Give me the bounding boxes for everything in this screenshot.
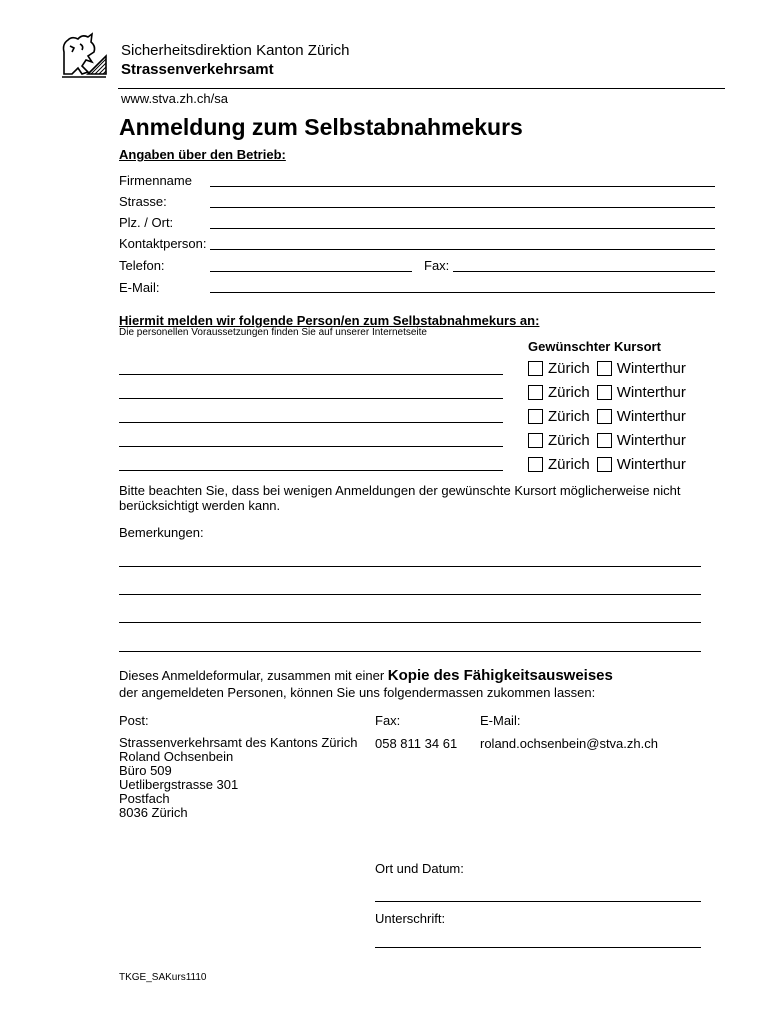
person-3-location <box>528 408 693 425</box>
strasse-input-line[interactable] <box>210 207 715 208</box>
person-4-location <box>528 432 693 449</box>
person-2-location <box>528 384 693 401</box>
kontaktperson-label: Kontaktperson: <box>119 236 207 251</box>
kursort-notice: Bitte beachten Sie, dass bei wenigen Anmeldungen der gewünschte Kursort möglicherweise nicht berücksichtigt werden kann. <box>119 483 681 513</box>
address-line: Postfach <box>119 791 170 806</box>
email-contact-label: E-Mail: <box>480 713 521 728</box>
signature-input-line[interactable] <box>375 947 701 948</box>
zurich-checkbox[interactable] <box>528 385 543 400</box>
zurich-option-label: Zürich <box>548 384 590 401</box>
address-line: Büro 509 <box>119 763 172 778</box>
zurich-option-label: Zürich <box>548 360 590 377</box>
winterthur-option-label: Winterthur <box>616 360 686 377</box>
firmenname-label: Firmenname <box>119 173 192 188</box>
fax-contact-label: Fax: <box>375 713 401 728</box>
ort-datum-label: Ort und Datum: <box>375 861 464 876</box>
header-divider <box>118 88 725 89</box>
strasse-label: Strasse: <box>119 194 167 209</box>
remarks-line-4[interactable] <box>119 651 701 652</box>
remarks-line-1[interactable] <box>119 566 701 567</box>
remarks-label: Bemerkungen: <box>119 525 204 540</box>
website-url: www.stva.zh.ch/sa <box>121 91 228 106</box>
submission-intro-line2: der angemeldeten Personen, können Sie uns folgendermassen zukommen lassen: <box>119 685 596 700</box>
kontaktperson-input-line[interactable] <box>210 249 715 250</box>
fax-number: 058 811 34 61 <box>375 736 458 751</box>
kursort-header: Gewünschter Kursort <box>528 339 661 354</box>
winterthur-option-label: Winterthur <box>616 384 686 401</box>
email-input-line[interactable] <box>210 292 715 293</box>
zurich-option-label: Zürich <box>548 456 590 473</box>
fax-input-line[interactable] <box>453 271 715 272</box>
postal-address <box>119 736 357 820</box>
winterthur-checkbox[interactable] <box>597 457 612 472</box>
unterschrift-label: Unterschrift: <box>375 911 446 926</box>
post-label: Post: <box>119 713 149 728</box>
company-section-heading: Angaben über den Betrieb: <box>119 147 286 162</box>
org-department: Strassenverkehrsamt <box>121 61 274 78</box>
person-1-input-line[interactable] <box>119 374 503 375</box>
zurich-checkbox[interactable] <box>528 361 543 376</box>
winterthur-option-label: Winterthur <box>616 456 686 473</box>
address-line: Uetlibergstrasse 301 <box>119 777 239 792</box>
person-1-location <box>528 360 693 377</box>
address-line: 8036 Zürich <box>119 805 188 820</box>
person-2-input-line[interactable] <box>119 398 503 399</box>
email-label: E-Mail: <box>119 280 160 295</box>
zurich-option-label: Zürich <box>548 432 590 449</box>
zurich-checkbox[interactable] <box>528 433 543 448</box>
person-5-location <box>528 456 693 473</box>
submission-intro <box>119 667 613 685</box>
person-4-input-line[interactable] <box>119 446 503 447</box>
zurich-checkbox[interactable] <box>528 457 543 472</box>
remarks-line-2[interactable] <box>119 594 701 595</box>
winterthur-checkbox[interactable] <box>597 385 612 400</box>
submission-intro-text: Dieses Anmeldeformular, zusammen mit einer <box>119 668 388 683</box>
form-code: TKGE_SAKurs1110 <box>119 972 207 983</box>
person-3-input-line[interactable] <box>119 422 503 423</box>
ort-datum-input-line[interactable] <box>375 901 701 902</box>
winterthur-checkbox[interactable] <box>597 433 612 448</box>
winterthur-checkbox[interactable] <box>597 361 612 376</box>
winterthur-option-label: Winterthur <box>616 432 686 449</box>
persons-section-heading: Hiermit melden wir folgende Person/en zum Selbstabnahmekurs an: <box>119 313 540 328</box>
telefon-label: Telefon: <box>119 258 165 273</box>
telefon-input-line[interactable] <box>210 271 412 272</box>
address-line: Roland Ochsenbein <box>119 749 234 764</box>
zurich-option-label: Zürich <box>548 408 590 425</box>
page-title: Anmeldung zum Selbstabnahmekurs <box>119 114 523 140</box>
email-address: roland.ochsenbein@stva.zh.ch <box>480 736 658 751</box>
persons-section-note: Die personellen Voraussetzungen finden Sie auf unserer Internetseite <box>119 327 427 338</box>
remarks-line-3[interactable] <box>119 622 701 623</box>
winterthur-option-label: Winterthur <box>616 408 686 425</box>
canton-logo <box>58 30 110 80</box>
plz-ort-label: Plz. / Ort: <box>119 215 174 230</box>
org-name: Sicherheitsdirektion Kanton Zürich <box>121 42 350 59</box>
winterthur-checkbox[interactable] <box>597 409 612 424</box>
zurich-checkbox[interactable] <box>528 409 543 424</box>
firmenname-input-line[interactable] <box>210 186 715 187</box>
plz-ort-input-line[interactable] <box>210 228 715 229</box>
person-5-input-line[interactable] <box>119 470 503 471</box>
address-line: Strassenverkehrsamt des Kantons Zürich <box>119 735 358 750</box>
submission-intro-bold: Kopie des Fähigkeitsausweises <box>387 667 613 684</box>
fax-label: Fax: <box>424 258 450 273</box>
